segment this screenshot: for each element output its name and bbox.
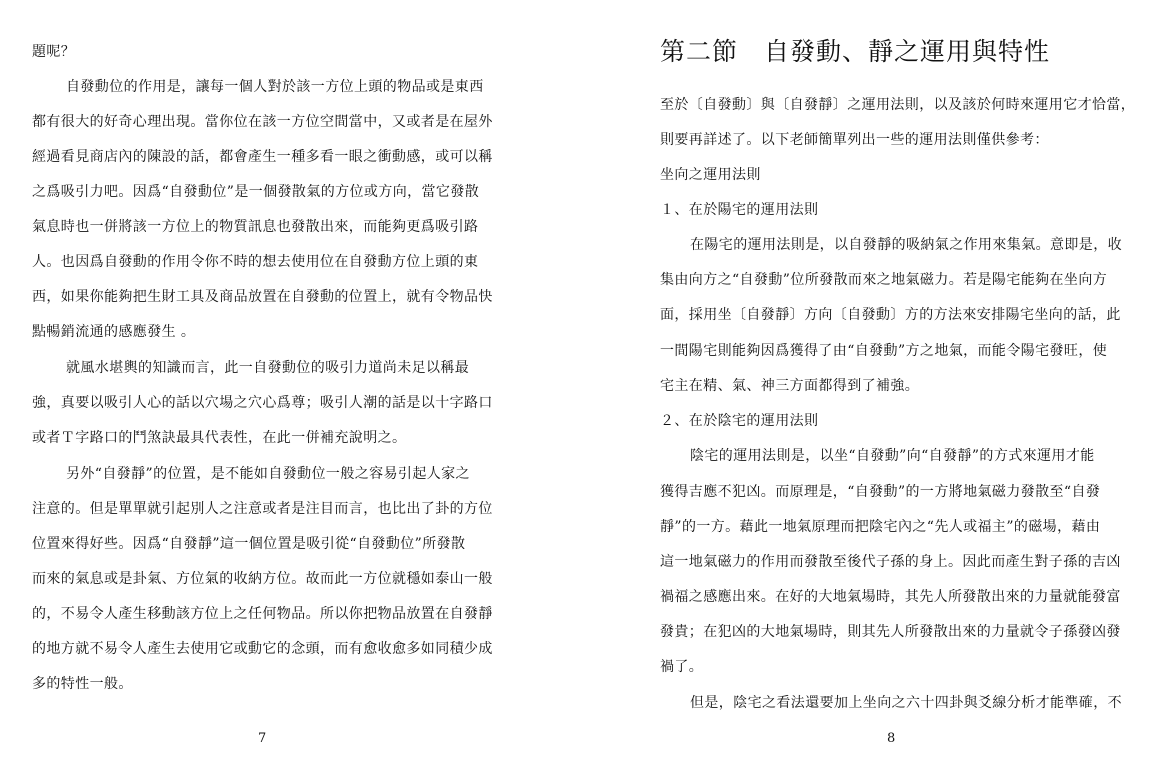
text-line: 位置來得好些。因爲“自發靜”這一個位置是吸引從“自發動位”所發散 xyxy=(32,536,466,552)
text-line: 或者Ｔ字路口的鬥煞訣最具代表性，在此一併補充說明之。 xyxy=(32,430,407,446)
text-line: 面，採用坐〔自發靜〕方向〔自發動〕方的方法來安排陽宅坐向的話，此 xyxy=(660,307,1121,323)
text-line: 集由向方之“自發動”位所發散而來之地氣磁力。若是陽宅能夠在坐向方 xyxy=(660,272,1108,288)
text-line: 而來的氣息或是卦氣、方位氣的收納方位。故而此一方位就穩如泰山一般 xyxy=(32,571,493,587)
text-line: 發貴；在犯凶的大地氣場時，則其先人所發散出來的力量就令子孫發凶發 xyxy=(660,624,1121,640)
text-line: 注意的。但是單單就引起別人之注意或者是注目而言，也比出了卦的方位 xyxy=(32,501,493,517)
text-line: 就風水堪輿的知識而言，此一自發動位的吸引力道尚未足以稱最 xyxy=(66,360,470,376)
text-line: 宅主在精、氣、神三方面都得到了補強。 xyxy=(660,378,920,394)
text-line: 另外“自發靜”的位置，是不能如自發動位一般之容易引起人家之 xyxy=(66,466,470,482)
text-line: 但是，陰宅之看法還要加上坐向之六十四卦與爻線分析才能準確，不 xyxy=(690,695,1122,711)
text-line: 都有很大的好奇心理出現。當你位在該一方位空間當中，又或者是在屋外 xyxy=(32,114,493,130)
text-line: 多的特性一般。 xyxy=(32,676,133,692)
subheading: 坐向之運用法則 xyxy=(660,167,761,183)
text-line: 題呢？ xyxy=(32,44,76,60)
text-line: 則要再詳述了。以下老師簡單列出一些的運用法則僅供參考： xyxy=(660,132,1049,148)
left-page xyxy=(0,0,560,766)
subheading: １、在於陽宅的運用法則 xyxy=(660,202,819,218)
right-page xyxy=(576,0,1151,766)
text-line: 獲得吉應不犯凶。而原理是，“自發動”的一方將地氣磁力發散至“自發 xyxy=(660,484,1101,500)
section-title: 第二節 自發動、靜之運用與特性 xyxy=(660,37,1051,66)
text-line: 人。也因爲自發動的作用令你不時的想去使用位在自發動方位上頭的東 xyxy=(32,254,479,270)
text-line: 的地方就不易令人產生去使用它或動它的念頭，而有愈收愈多如同積少成 xyxy=(32,641,493,657)
text-line: 自發動位的作用是，讓每一個人對於該一方位上頭的物品或是東西 xyxy=(66,79,484,95)
text-line: 氣息時也一併將該一方位上的物質訊息也發散出來，而能夠更爲吸引路 xyxy=(32,219,479,235)
subheading: ２、在於陰宅的運用法則 xyxy=(660,413,819,429)
text-line: 這一地氣磁力的作用而發散至後代子孫的身上。因此而產生對子孫的吉凶 xyxy=(660,554,1121,570)
text-line: 在陽宅的運用法則是，以自發靜的吸納氣之作用來集氣。意即是，收 xyxy=(690,237,1122,253)
text-line: 陰宅的運用法則是，以坐“自發動”向“自發靜”的方式來運用才能 xyxy=(690,448,1095,464)
text-line: 西，如果你能夠把生財工具及商品放置在自發動的位置上，就有令物品快 xyxy=(32,289,493,305)
text-line: 禍福之感應出來。在好的大地氣場時，其先人所發散出來的力量就能發富 xyxy=(660,589,1121,605)
text-line: 點暢銷流通的感應發生 。 xyxy=(32,324,196,340)
page-number: 7 xyxy=(258,731,267,746)
text-line: 之爲吸引力吧。因爲“自發動位”是一個發散氣的方位或方向，當它發散 xyxy=(32,184,480,200)
text-line: 強，真要以吸引人心的話以穴場之穴心爲尊；吸引人潮的話是以十字路口 xyxy=(32,395,493,411)
text-line: 至於〔自發動〕與〔自發靜〕之運用法則，以及該於何時來運用它才恰當， xyxy=(660,97,1136,113)
text-line: 的，不易令人產生移動該方位上之任何物品。所以你把物品放置在自發靜 xyxy=(32,606,493,622)
text-line: 經過看見商店內的陳設的話，都會產生一種多看一眼之衝動感，或可以稱 xyxy=(32,149,493,165)
text-line: 禍了。 xyxy=(660,659,704,675)
text-line: 一間陽宅則能夠因爲獲得了由“自發動”方之地氣，而能令陽宅發旺，使 xyxy=(660,343,1108,359)
text-line: 靜”的一方。藉此一地氣原理而把陰宅內之“先人或福主”的磁場，藉由 xyxy=(660,519,1101,535)
page-number: 8 xyxy=(887,731,896,746)
